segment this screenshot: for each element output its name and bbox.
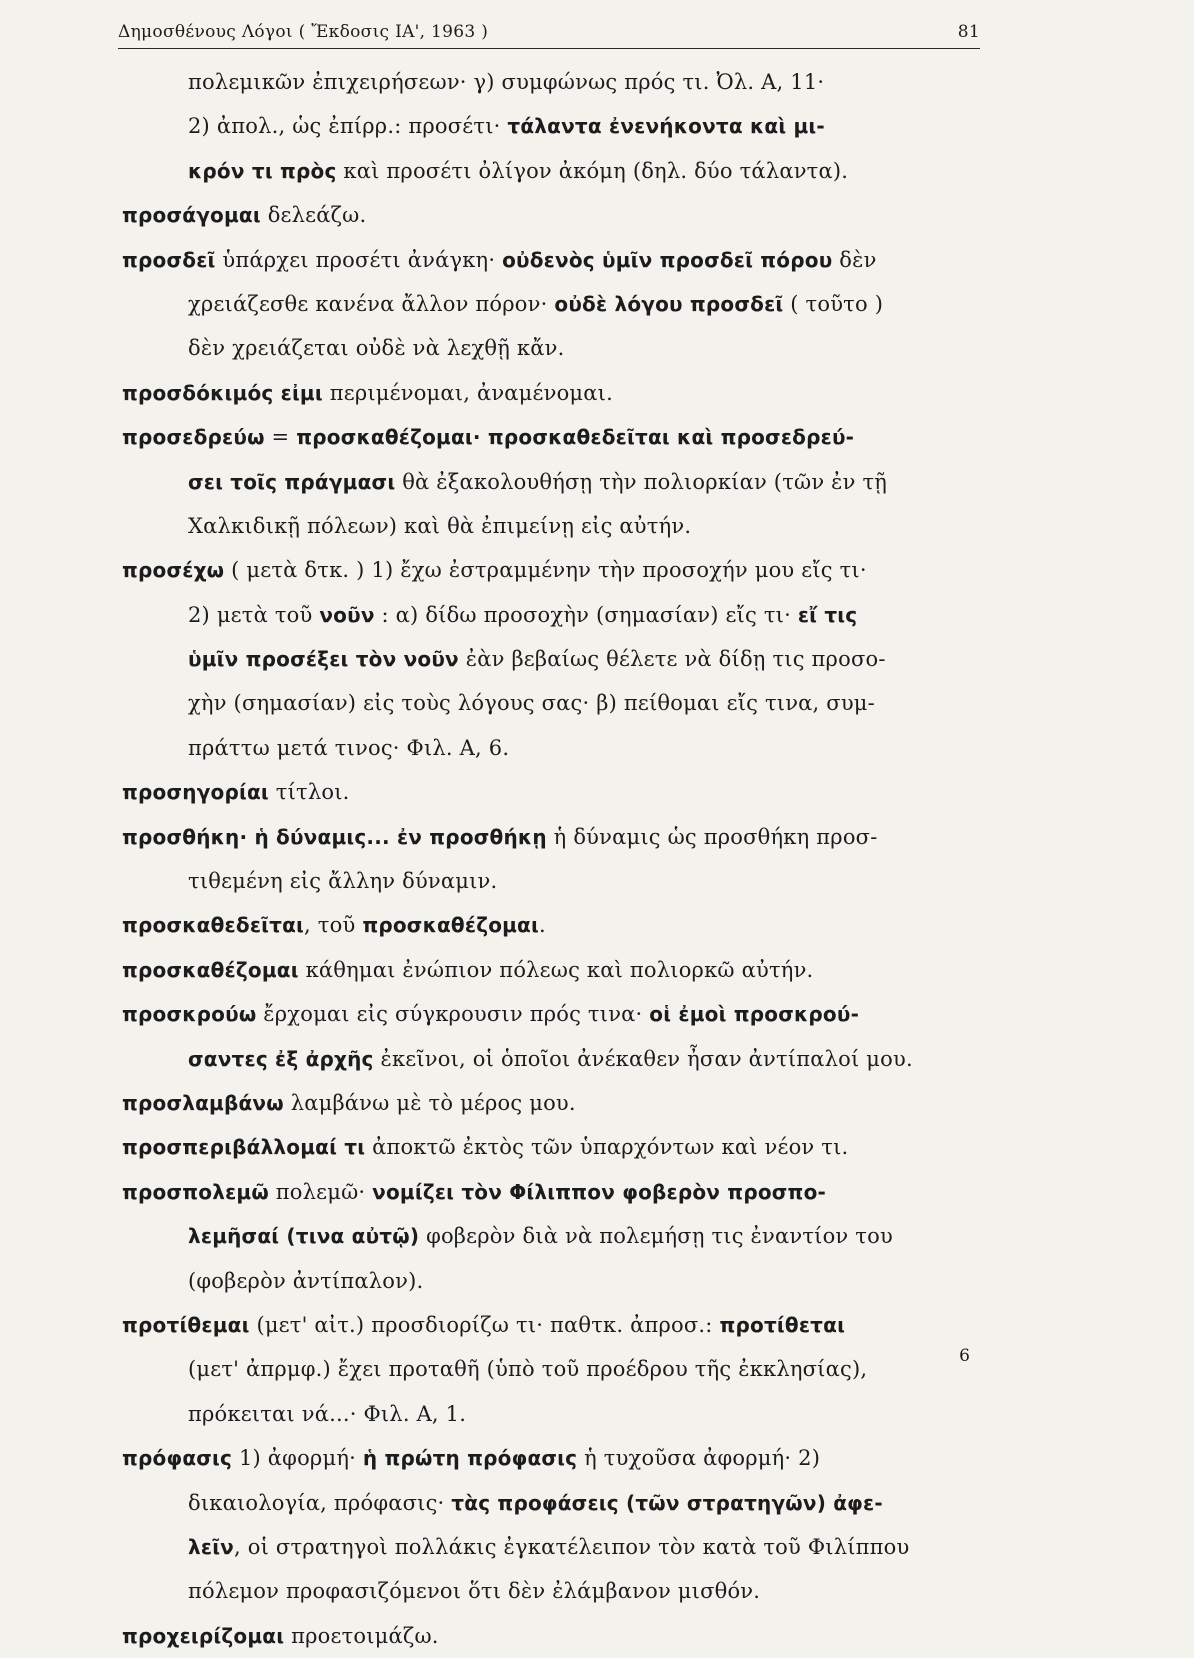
definition-text: ( μετὰ δτκ. ) 1) ἔχω ἐστραμμένην τὴν προσοχήν μου εἴς τι· [224,558,867,583]
entry-continuation-line [122,149,982,193]
definition-text: χὴν (σημασίαν) εἰς τοὺς λόγους σας· β) πείθομαι εἴς τινα, συμ- [188,691,875,716]
header-title: Δημοσθένους Λόγοι ( Ἔκδοσις ΙΑ', 1963 ) [118,22,489,42]
entry-headword-line [122,238,982,282]
definition-text: θὰ ἐξακολουθήσῃ τὴν πολιορκίαν (τῶν ἐν τῇ [395,469,888,494]
entry-continuation-line [122,326,982,370]
bold-term: προσκαθεδεῖται [122,913,305,938]
bold-term: προσδόκιμός εἰμι [122,380,323,405]
bold-term: προσκαθέζομαι [122,957,299,982]
definition-text: τιθεμένη εἰς ἄλλην δύναμιν. [188,869,498,894]
entry-headword-line [122,770,982,814]
bold-term: οὐδὲ λόγου προσδεῖ [554,291,784,316]
entry-continuation-line [122,593,982,637]
definition-text: ἔρχομαι εἰς σύγκρουσιν πρός τινα· [256,1002,650,1027]
definition-text: ἀποκτῶ ἐκτὸς τῶν ὑπαρχόντων καὶ νέον τι. [365,1135,849,1160]
bold-term: λεμῆσαί (τινα αὐτῷ) [188,1224,420,1249]
definition-text: 2) μετὰ τοῦ [188,602,320,627]
bold-term: προσέχω [122,558,225,583]
bold-term: προτίθεμαι [122,1312,250,1337]
bold-term: προτίθεται [719,1312,846,1337]
definition-text: , οἱ στρατηγοὶ πολλάκις ἐγκατέλειπον τὸν κατὰ τοῦ Φιλίππου [234,1534,910,1559]
definition-text: (φοβερὸν ἀντίπαλον). [188,1268,424,1293]
entry-headword-line [122,1614,982,1658]
bold-term: προσκαθέζομαι [362,913,539,938]
definition-text: δὲν χρειάζεται οὐδὲ νὰ λεχθῇ κἄν. [188,336,565,361]
bold-term: προχειρίζομαι [122,1623,285,1648]
bold-term: λεῖν [188,1534,235,1559]
entry-continuation-line [122,637,982,681]
entry-continuation-line [122,859,982,903]
bold-term: προσηγορίαι [122,780,269,805]
bold-term: προσκαθέζομαι· προσκαθεδεῖται καὶ προσεδρεύ- [296,425,855,450]
entry-headword-line [122,903,982,947]
definition-text: ἡ δύναμις ὡς προσθήκη προσ- [546,824,878,849]
bold-term: σαντες ἐξ ἀρχῆς [188,1046,374,1071]
entry-continuation-line [122,1347,982,1391]
entry-continuation-line [122,460,982,504]
bold-term: νοῦν [319,602,375,627]
definition-text: ἐκεῖνοι, οἱ ὁποῖοι ἀνέκαθεν ἦσαν ἀντίπαλοί μου. [373,1046,913,1071]
definition-text: ὑπάρχει προσέτι ἀνάγκη· [215,247,503,272]
entry-continuation-line [122,504,982,548]
bold-term: σει τοῖς πράγμασι [188,469,396,494]
definition-text: . [539,913,546,938]
entry-headword-line [122,415,982,459]
running-header [118,18,980,49]
definition-text: πόλεμον προφασιζόμενοι ὅτι δὲν ἐλάμβανον μισθόν. [188,1579,761,1604]
definition-text: δικαιολογία, πρόφασις· [188,1490,452,1515]
bold-term: οἱ ἐμοὶ προσκρού- [649,1002,860,1027]
bold-term: ὑμῖν προσέξει τὸν νοῦν [188,647,459,672]
definition-text: 2) ἀπολ., ὡς ἐπίρρ.: προσέτι· [188,114,508,139]
entry-headword-line [122,815,982,859]
bold-term: κρόν τι πρὸς [188,158,337,183]
entry-headword-line [122,1303,982,1347]
entry-continuation-line [122,1525,982,1569]
bold-term: οὐδενὸς ὑμῖν προσδεῖ πόρου [502,247,833,272]
definition-text: ἐὰν βεβαίως θέλετε νὰ δίδῃ τις προσο- [458,647,886,672]
entry-continuation-line [122,726,982,770]
definition-text: τίτλοι. [268,780,350,805]
entry-continuation-line [122,1392,982,1436]
definition-text: δὲν [832,247,877,272]
bold-term: προσάγομαι [122,203,261,228]
bold-term: προσκρούω [122,1002,257,1027]
definition-text: ( τοῦτο ) [783,291,884,316]
definition-text: προετοιμάζω. [284,1623,439,1648]
bold-term: προσπολεμῶ [122,1179,269,1204]
bold-term: νομίζει τὸν Φίλιππον φοβερὸν προσπο- [372,1179,827,1204]
definition-text: ἡ τυχοῦσα ἀφορμή· 2) [577,1446,821,1471]
entry-headword-line [122,548,982,592]
bold-term: προσδεῖ [122,247,216,272]
entry-continuation-line [122,681,982,725]
entry-continuation-line [122,282,982,326]
entry-headword-line [122,1436,982,1480]
definition-text: καὶ προσέτι ὀλίγον ἀκόμη (δηλ. δύο τάλαντα). [336,158,849,183]
entry-continuation-line [122,1214,982,1258]
entry-headword-line [122,371,982,415]
definition-text: Χαλκιδικῇ πόλεων) καὶ θὰ ἐπιμείνῃ εἰς αὐτήν. [188,513,692,538]
definition-text: = [264,425,297,450]
bold-term: ἡ πρώτη πρόφασις [362,1446,578,1471]
definition-text: 1) ἀφορμή· [232,1446,363,1471]
entry-headword-line [122,1081,982,1125]
entry-headword-line [122,1125,982,1169]
bold-term: προσπεριβάλλομαί τι [122,1135,366,1160]
definition-text: πράττω μετά τινος· Φιλ. Α, 6. [188,735,510,760]
definition-text: λαμβάνω μὲ τὸ μέρος μου. [283,1090,576,1115]
page-number: 81 [957,22,980,42]
glossary-entries [122,60,982,1658]
entry-continuation-line [122,104,982,148]
entry-headword-line [122,992,982,1036]
definition-text: πολεμῶ· [268,1179,373,1204]
definition-text: περιμένομαι, ἀναμένομαι. [322,380,613,405]
definition-text: : α) δίδω προσοχὴν (σημασίαν) εἴς τι· [374,602,798,627]
bold-term: τὰς προφάσεις (τῶν στρατηγῶν) ἀφε- [451,1490,883,1515]
definition-text: (μετ' ἀπρμφ.) ἔχει προταθῆ (ὑπὸ τοῦ προέδρου τῆς ἐκκλησίας), [188,1357,868,1382]
bold-term: πρόφασις [122,1446,233,1471]
bold-term: εἴ τις [797,602,858,627]
bold-term: προσλαμβάνω [122,1090,284,1115]
definition-text: πολεμικῶν ἐπιχειρήσεων· γ) συμφώνως πρός τι. Ὀλ. Α, 11· [188,70,825,94]
definition-text: (μετ' αἰτ.) προσδιορίζω τι· παθτκ. ἀπροσ.: [249,1312,720,1337]
definition-text: κάθημαι ἐνώπιον πόλεως καὶ πολιορκῶ αὐτήν. [298,957,814,982]
entry-headword-line [122,948,982,992]
bold-term: τάλαντα ἐνενήκοντα καὶ μι- [507,114,825,139]
definition-text: χρειάζεσθε κανένα ἄλλον πόρον· [188,291,555,316]
entry-continuation-line [122,1259,982,1303]
definition-text: δελεάζω. [260,203,367,228]
definition-text: φοβερὸν διὰ νὰ πολεμήσῃ τις ἐναντίον του [419,1224,893,1249]
bold-term: προσθήκη· ἡ δύναμις... ἐν προσθήκῃ [122,824,547,849]
entry-continuation-line [122,60,982,104]
definition-text: , τοῦ [304,913,363,938]
entry-continuation-line [122,1569,982,1613]
entry-headword-line [122,193,982,237]
definition-text: πρόκειται νά...· Φιλ. Α, 1. [188,1401,467,1426]
entry-continuation-line [122,1037,982,1081]
entry-headword-line [122,1170,982,1214]
signature-mark: 6 [959,1346,970,1366]
bold-term: προσεδρεύω [122,425,265,450]
entry-continuation-line [122,1481,982,1525]
